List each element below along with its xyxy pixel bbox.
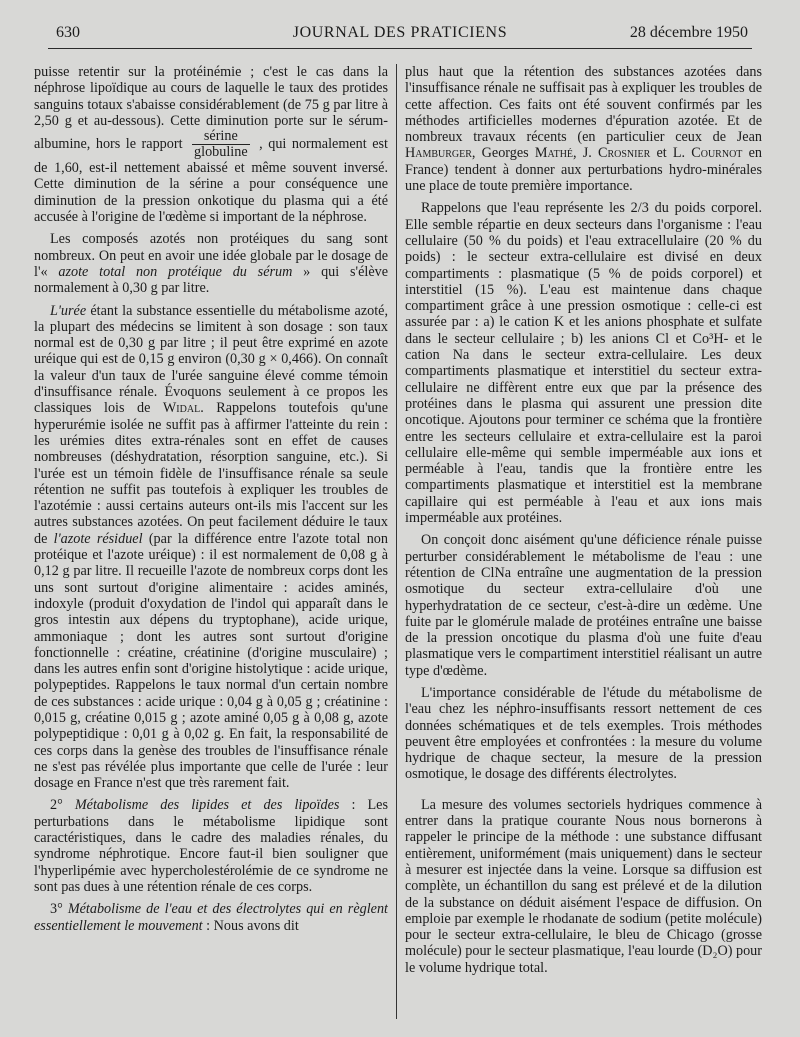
text-run: » qui s'élève normalement à 0,30 g par litre. — [34, 263, 388, 297]
text-run: : Les perturbations dans le métabolisme lipidique sont caractéristiques, dans le cadre des maladies rénales, du syndrome néphrotique. Encore faut-il bien souligner que l'hyperlipémie avec hypercholestérolémie de ce syndrome ne sont pas dues à une rétention rénale de ces corps. — [34, 797, 388, 895]
fraction-denominator: globuline — [194, 144, 248, 161]
issue-date: 28 décembre 1950 — [629, 24, 748, 41]
text-run: , J. — [573, 145, 599, 162]
text-run: en France) tendent à donner aux perturbations hydro-minérales une place de toute première importance. — [405, 145, 762, 195]
section-number: 2° — [50, 797, 75, 814]
text-run: étant la substance essentielle du métabolisme azoté, la plupart des médecins se limitent à son dosage : son taux normal est de 0,30 g par litre ; il peut être exprimé en azote uréique qui est de 0,15 g environ (0,30 g × 0,466). On connaît la valeur d'un taux de l'urée sanguine élevé comme témoin d'insuffisance rénale. Évoquons seulement à ce propos les classiques lois de — [34, 302, 388, 417]
paragraph: La mesure des volumes sectoriels hydriques commence à entrer dans la pratique courante Nous nous bornerons à rappeler le principe de la méthode : une substance diffusant entièrement, uniformément (mais uniquement) dans le secteur à mesurer est injectée dans la veine. Lorsque sa diffusion est complète, un échantillon du sang est prélevé et de la dilution de la substance on déduit aisément l'espace de diffusion. On emploie par exemple le rhodanate de sodium (petite molécule) pour le secteur extra-cellulaire, le bleu de Chicago (grosse molécule) pour le secteur plasmatique, l'eau lourde (D₂O) pour le volume hydrique total. — [405, 796, 762, 976]
author-name: Widal — [162, 400, 201, 417]
text-run: , Georges — [471, 145, 535, 162]
column-divider — [396, 64, 397, 1019]
author-name: Hamburger — [405, 145, 472, 162]
italic-term: azote total non protéique du sérum — [58, 263, 293, 280]
paragraph — [34, 64, 388, 225]
paragraph — [34, 303, 388, 792]
section-heading: Métabolisme des lipides et des lipoïdes — [74, 797, 340, 814]
section-heading: Métabolisme de l'eau et des électrolytes qui en règlent essentiellement le mouvement — [34, 901, 388, 934]
text-run: Les composés azotés non protéiques du sang sont nombreux. On peut en avoir une idée globale par le dosage de l'« — [34, 231, 388, 280]
text-run: , qui normalement est de 1,60, est-il nettement abaissé et même souvent inversé. Cette diminution de la sérine a pour conséquence une diminution de la pression onkotique du plasma qui a été accusée à l'origine de l'œdème si important de la néphrose. — [34, 135, 388, 226]
author-name: Crosnier — [598, 145, 651, 162]
page-header — [48, 18, 752, 49]
italic-term: L'urée — [50, 302, 87, 319]
section-number: 3° — [50, 901, 68, 918]
text-run: (par la différence entre l'azote total non protéique et l'azote uréique) : il est normalement de 0,08 g à 0,12 g par litre. Il recueille l'azote de nombreux corps dont les uns sont surtout d'origine alimentaire : acides aminés, indoxyle (produit d'oxydation de l'indol qui apparaît dans le gros intestin aux dépens du tryptophane), acide urique, ammoniaque ; dont les autres sont surtout d'origine fonctionnelle : créatine, créatinine (d'origine musculaire) ; dans les autres enfin sont d'origine histolytique : acide urique, polypeptides. Rappelons le taux normal d'un certain nombre de ces substances : acide urique : 0,04 g à 0,05 g ; créatinine : 0,015 g, créatine 0,015 g ; azote aminé 0,05 g à 0,08 g, azote polypeptidique : 0,01 g à 0,02 g. En fait, la responsabilité de ces corps dans la genèse des troubles de l'insuffisance rénale ne s'est pas révélée plus importante que celle de l'urée : leur dosage en France n'est que très rarement fait. — [34, 530, 388, 792]
paragraph: On conçoit donc aisément qu'une déficience rénale puisse perturber considérablement le métabolisme de l'eau : une rétention de ClNa entraîne une augmentation de la pression osmotique du secteur extra-cellulaire d'où une hyperhydratation de ce secteur, c'est-à-dire un œdème. Une fuite par le glomérule malade de protéines entraîne une baisse de la pression oncotique du plasma d'où une fuite d'eau plasmatique vers le compartiment interstitiel réalisant un autre type d'œdème. — [405, 532, 762, 679]
paragraph: L'importance considérable de l'étude du métabolisme de l'eau chez les néphro-insuffisants ressort nettement de ces données schématiques et de tels exemples. Trois méthodes peuvent être employées et confrontées : la mesure du volume hydrique de chaque secteur, la mesure de la pression osmotique, le dosage des différents électrolytes. — [405, 684, 762, 783]
text-run: . Rappelons toutefois qu'une hyperurémie isolée ne suffit pas à affirmer l'atteinte du rein : les urémies dites extra-rénales sont en effet de causes nombreuses (déshydratation, résorption sanguine, etc.). Si l'urée est un témoin fidèle de l'insuffisance rénale sa seule rétention ne suffit pas toutefois à expliquer les troubles de l'azotémie : aussi certains auteurs ont-ils mis l'accent sur les autres substances azotées. On peut facilement déduire le taux de — [34, 400, 388, 547]
page-number: 630 — [56, 24, 80, 41]
fraction-serine-globuline — [192, 129, 250, 160]
right-column — [405, 64, 762, 1024]
text-run: plus haut que la rétention des substances azotées dans l'insuffisance rénale ne suffisait pas à expliquer les troubles de cette affection. Ces faits ont été souvent confirmés par les méthodes artificielles modernes d'épuration azotée. Et de nombreux travaux récents (en particulier ceux de Jean — [405, 64, 762, 146]
paragraph — [34, 231, 388, 296]
paragraph — [34, 797, 388, 895]
text-run: et L. — [650, 145, 692, 162]
left-column — [34, 64, 388, 1024]
paragraph — [34, 901, 388, 934]
journal-title: JOURNAL DES PRATICIENS — [292, 24, 508, 41]
paragraph — [405, 64, 762, 194]
author-name: Cournot — [691, 145, 743, 162]
fraction-numerator: sérine — [192, 129, 250, 145]
author-name: Mathé — [534, 145, 574, 162]
italic-term: l'azote résiduel — [53, 530, 143, 547]
paragraph: Rappelons que l'eau représente les 2/3 du poids corporel. Elle semble répartie en deux secteurs dans l'organisme : l'eau cellulaire (50 % du poids) et l'eau extracellulaire (20 % du poids) : le secteur extra-cellulaire est divisé en deux compartiments : plasmatique (5 % de poids corporel) et interstitiel (15 %). L'eau est maintenue dans chaque compartiment grâce à une pression osmotique : celle-ci est assurée par : a) le cation K et les anions phosphate et sulfate dans le secteur cellulaire ; b) les anions Cl et Co³H- et le cation Na dans le secteur extra-cellulaire. Les deux compartiments plasmatique et interstitiel du secteur extra-cellulaire ne diffèrent entre eux que par la présence des protéines dans le plasma qui assurent une pression dite oncotique. Ajoutons pour terminer ce schéma que la frontière entre les secteurs cellulaire et extra-cellulaire est la paroi cellulaire elle-même qui semble imperméable aux ions et perméable à l'eau, tandis que la frontière entre les compartiments plasmatique et interstitiel est la membrane capillaire qui est perméable à l'eau et aux ions mais imperméable aux protéines. — [405, 200, 762, 527]
text-run: puisse retentir sur la protéinémie ; c'est le cas dans la néphrose lipoïdique au cours de laquelle le taux des protides sanguins totaux s'abaisse considérablement (de 75 g par litre à 2,50 g et au-dessous). Cette diminution porte sur le sérum-albumine, hors le rapport — [34, 64, 388, 152]
text-run: : Nous avons dit — [202, 917, 299, 934]
